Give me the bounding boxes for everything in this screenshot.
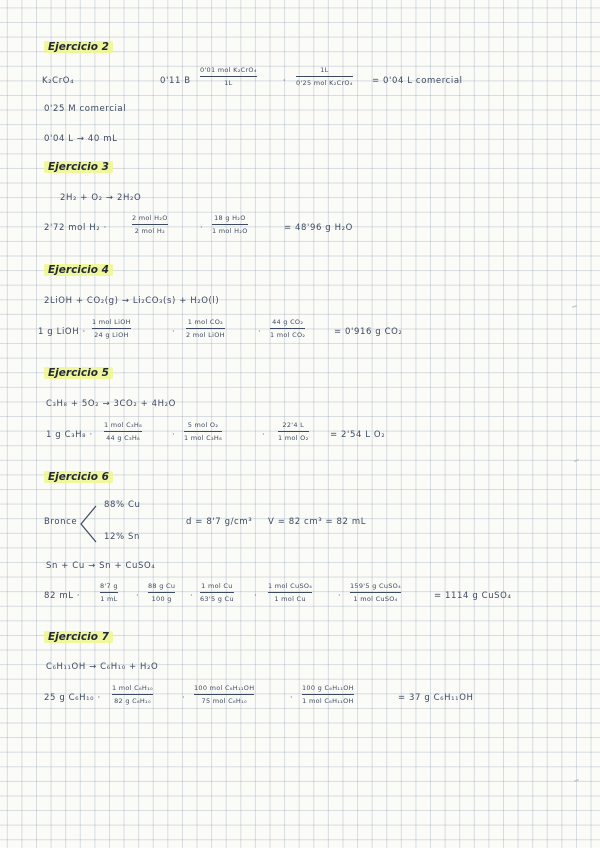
fraction-denominator: 1 mL: [100, 595, 118, 603]
fraction-numerator: 1L: [320, 66, 329, 74]
multiply-sign: ·: [172, 430, 175, 439]
scan-mark: [574, 459, 579, 462]
fraction-numerator: 100 mol C₆H₁₁OH: [194, 684, 255, 692]
exercise-7-result: = 37 g C₆H₁₁OH: [398, 693, 474, 703]
bronze-label: Bronce: [44, 517, 78, 527]
fraction-denominator: 1 mol H₂O: [212, 227, 248, 235]
fraction-bar: [184, 431, 222, 432]
exercise-6-fraction-1: [100, 582, 118, 603]
exercise-6-fraction-3: [200, 582, 234, 603]
exercise-4-start: 1 g LiOH ·: [38, 327, 86, 337]
exercise-2-result: = 0'04 L comercial: [372, 76, 463, 86]
fraction-denominator: 1 mol CO₂: [270, 331, 306, 339]
scan-mark: [574, 779, 579, 782]
fraction-bar: [104, 431, 142, 432]
exercise-3-equation: 2H₂ + O₂ → 2H₂O: [60, 193, 142, 203]
fraction-denominator: 1L: [224, 79, 233, 87]
exercise-2-fraction-2: [296, 66, 353, 87]
fraction-bar: [92, 328, 131, 329]
fraction-bar: [148, 592, 175, 593]
exercise-2-start: 0'11 B: [160, 76, 191, 86]
fraction-numerator: 22'4 L: [282, 421, 305, 429]
exercise-5-result: = 2'54 L O₂: [330, 430, 386, 440]
exercise-4-equation: 2LiOH + CO₂(g) → Li₂CO₃(s) + H₂O(l): [44, 296, 220, 306]
exercise-6-fraction-5: [350, 582, 401, 603]
multiply-sign: ·: [290, 693, 293, 702]
fraction-numerator: 8'7 g: [100, 582, 118, 590]
bronze-copper-percent: 88% Cu: [104, 500, 141, 510]
exercise-3-fraction-2: [212, 214, 248, 235]
fraction-bar: [278, 431, 309, 432]
exercise-7-title: Ejercicio 7: [44, 631, 113, 643]
fraction-numerator: 88 g Cu: [148, 582, 176, 590]
fraction-denominator: 1 mol CuSO₄: [353, 595, 398, 603]
bronze-density: d = 8'7 g/cm³: [186, 517, 253, 527]
exercise-6-equation: Sn + Cu → Sn + CuSO₄: [46, 561, 156, 571]
exercise-3-result: = 48'96 g H₂O: [284, 223, 353, 233]
fraction-numerator: 0'01 mol K₂CrO₄: [200, 66, 257, 74]
fraction-denominator: 1 mol Cu: [274, 595, 306, 603]
fraction-numerator: 159'5 g CuSO₄: [350, 582, 401, 590]
fraction-bar: [350, 592, 401, 593]
exercise-2-line-2: 0'25 M comercial: [44, 104, 127, 114]
fraction-denominator: 2 mol H₂: [134, 227, 165, 235]
fraction-numerator: 1 mol CO₂: [187, 318, 224, 326]
fraction-bar: [132, 224, 168, 225]
exercise-5-fraction-1: [104, 421, 142, 442]
bronze-tin-percent: 12% Sn: [104, 532, 140, 542]
exercise-7-start: 25 g C₆H₁₀ ·: [44, 693, 101, 703]
fraction-denominator: 63'5 g Cu: [200, 595, 234, 603]
bronze-volume: V = 82 cm³ = 82 mL: [268, 517, 367, 527]
exercise-6-title: Ejercicio 6: [44, 471, 113, 483]
exercise-5-equation: C₃H₈ + 5O₂ → 3CO₂ + 4H₂O: [46, 399, 176, 409]
fraction-bar: [302, 694, 354, 695]
fraction-denominator: 44 g C₃H₈: [106, 434, 140, 442]
exercise-6-fraction-4: [268, 582, 312, 603]
fraction-denominator: 2 mol LiOH: [186, 331, 225, 339]
fraction-bar: [186, 328, 225, 329]
fraction-bar: [212, 224, 248, 225]
exercise-5-fraction-2: [184, 421, 222, 442]
multiply-sign: ·: [262, 430, 265, 439]
exercise-6-result: = 1114 g CuSO₄: [434, 591, 512, 601]
exercise-5-title: Ejercicio 5: [44, 367, 113, 379]
multiply-sign: ·: [172, 327, 175, 336]
scan-mark: [572, 305, 577, 308]
fraction-bar: [200, 76, 257, 77]
exercise-2-title: Ejercicio 2: [44, 41, 113, 53]
exercise-3-start: 2'72 mol H₂ ·: [44, 223, 107, 233]
fraction-bar: [194, 694, 254, 695]
multiply-sign: ·: [182, 693, 185, 702]
multiply-sign: ·: [200, 223, 203, 232]
fraction-numerator: 2 mol H₂O: [132, 214, 168, 222]
exercise-4-result: = 0'916 g CO₂: [334, 327, 403, 337]
exercise-6-start: 82 mL ·: [44, 591, 81, 601]
fraction-numerator: 1 mol LiOH: [92, 318, 131, 326]
fraction-bar: [200, 592, 234, 593]
fraction-denominator: 1 mol C₃H₈: [184, 434, 223, 442]
exercise-4-fraction-1: [92, 318, 131, 339]
multiply-sign: ·: [258, 327, 261, 336]
fraction-bar: [296, 76, 353, 77]
exercise-4-fraction-2: [186, 318, 225, 339]
fraction-bar: [100, 592, 118, 593]
fraction-denominator: 1 mol C₆H₁₁OH: [302, 697, 354, 705]
exercise-2-compound: K₂CrO₄: [42, 76, 75, 86]
fraction-numerator: 5 mol O₂: [187, 421, 219, 429]
multiply-sign: ·: [136, 591, 139, 600]
multiply-sign: ·: [283, 76, 286, 85]
exercise-3-title: Ejercicio 3: [44, 161, 113, 173]
fraction-denominator: 1 mol O₂: [278, 434, 309, 442]
exercise-4-title: Ejercicio 4: [44, 264, 113, 276]
exercise-3-fraction-1: [132, 214, 168, 235]
exercise-7-fraction-1: [112, 684, 153, 705]
fraction-denominator: 0'25 mol K₂CrO₄: [296, 79, 353, 87]
exercise-7-fraction-2: [194, 684, 254, 705]
fraction-numerator: 1 mol C₆H₁₀: [112, 684, 153, 692]
fraction-numerator: 1 mol Cu: [201, 582, 233, 590]
fraction-denominator: 100 g: [151, 595, 172, 603]
exercise-4-fraction-3: [270, 318, 305, 339]
fraction-denominator: 82 g C₆H₁₀: [114, 697, 151, 705]
exercise-2-line-3: 0'04 L → 40 mL: [44, 134, 118, 144]
fraction-numerator: 44 g CO₂: [272, 318, 304, 326]
multiply-sign: ·: [190, 591, 193, 600]
exercise-7-equation: C₆H₁₁OH → C₆H₁₀ + H₂O: [46, 662, 159, 672]
exercise-7-fraction-3: [302, 684, 354, 705]
exercise-2-fraction-1: [200, 66, 257, 87]
fraction-numerator: 100 g C₆H₁₁OH: [302, 684, 354, 692]
fraction-numerator: 18 g H₂O: [214, 214, 246, 222]
fraction-numerator: 1 mol C₃H₈: [104, 421, 143, 429]
multiply-sign: ·: [338, 591, 341, 600]
exercise-5-start: 1 g C₃H₈ ·: [46, 430, 93, 440]
brace-icon: [78, 505, 98, 543]
multiply-sign: ·: [254, 591, 257, 600]
fraction-bar: [270, 328, 305, 329]
exercise-5-fraction-3: [278, 421, 309, 442]
exercise-6-fraction-2: [148, 582, 175, 603]
fraction-numerator: 1 mol CuSO₄: [268, 582, 313, 590]
fraction-bar: [112, 694, 153, 695]
fraction-bar: [268, 592, 312, 593]
fraction-denominator: 24 g LiOH: [94, 331, 129, 339]
fraction-denominator: 75 mol C₆H₁₀: [201, 697, 247, 705]
